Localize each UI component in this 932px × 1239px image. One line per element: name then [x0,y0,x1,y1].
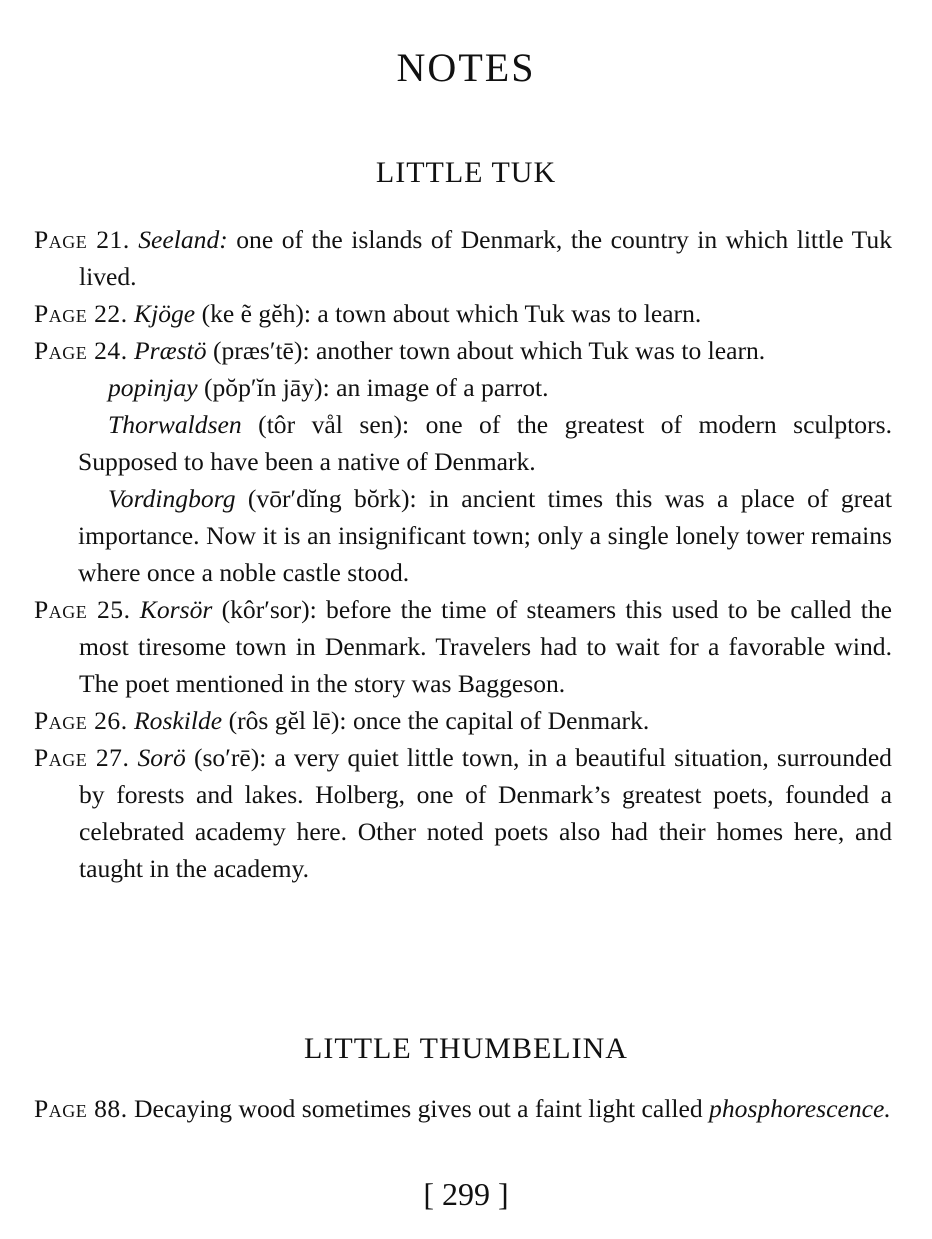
note-term: Roskilde [134,706,223,735]
note-term: popinjay [108,373,198,402]
note-text: (vōr′dĭng bŏrk): in ancient times this was a place of great importance. Now it is an insignificant town; only a single lonely tower remains where once a noble castle stood. [78,484,892,587]
section-title-little-tuk: LITTLE TUK [375,156,557,189]
notes-little-thumbelina [34,1090,892,1127]
note-term: Thorwaldsen [108,410,242,439]
note-text: (pŏp′ĭn jāy): an image of a parrot. [197,373,549,402]
section-title-little-thumbelina: LITTLE THUMBELINA [304,1032,628,1065]
note-term: Kjöge [134,299,196,328]
note-page-ref: Page 88. [34,1094,128,1123]
note-text: (so′rē): a very quiet little town, in a beautiful situation, surrounded by forests and lakes. Holberg, one of Denmark’s greatest poets, founded a celebrated academy here. Other noted poets also had their homes here, and taught in the academy. [79,743,892,883]
note-page-24 [34,332,892,369]
note-page-ref: Page 26. [34,706,128,735]
note-popinjay [34,369,892,406]
note-page-ref: Page 25. [34,595,131,624]
note-page-ref: Page 24. [34,336,128,365]
note-page-21 [34,221,892,295]
note-term: Seeland: [138,225,228,254]
note-vordingborg [34,480,892,591]
note-page-25 [34,591,892,702]
note-page-ref: Page 27. [34,743,130,772]
note-term: Sorö [137,743,186,772]
note-text: (tôr vål sen): one of the greatest of modern sculptors. Supposed to have been a native of Denmark. [78,410,892,476]
note-page-27 [34,739,892,887]
note-term: Præstö [134,336,207,365]
notes-little-tuk [34,221,892,887]
note-text: (kôr′sor): before the time of steamers this used to be called the most tiresome town in Denmark. Travelers had to wait for a favorable wind. The poet mentioned in the story was Baggeson. [79,595,893,698]
note-text: (rôs gĕl lē): once the capital of Denmark. [222,706,650,735]
note-term: Korsör [139,595,213,624]
note-text: (præs′tē): another town about which Tuk was to learn. [206,336,766,365]
page-number: [ 299 ] [423,1176,509,1212]
note-thorwaldsen [34,406,892,480]
note-text: one of the islands of Denmark, the country in which little Tuk lived. [79,225,892,291]
page-title: NOTES [396,45,536,90]
note-page-26 [34,702,892,739]
note-page-88 [34,1090,892,1127]
note-text: (ke ẽ gĕh): a town about which Tuk was to learn. [195,299,702,328]
note-page-22 [34,295,892,332]
note-text: Decaying wood sometimes gives out a faint light called [127,1094,710,1123]
note-page-ref: Page 21. [34,225,130,254]
note-term: Vordingborg [108,484,236,513]
note-page-ref: Page 22. [34,299,128,328]
note-term: phosphorescence. [709,1094,891,1123]
